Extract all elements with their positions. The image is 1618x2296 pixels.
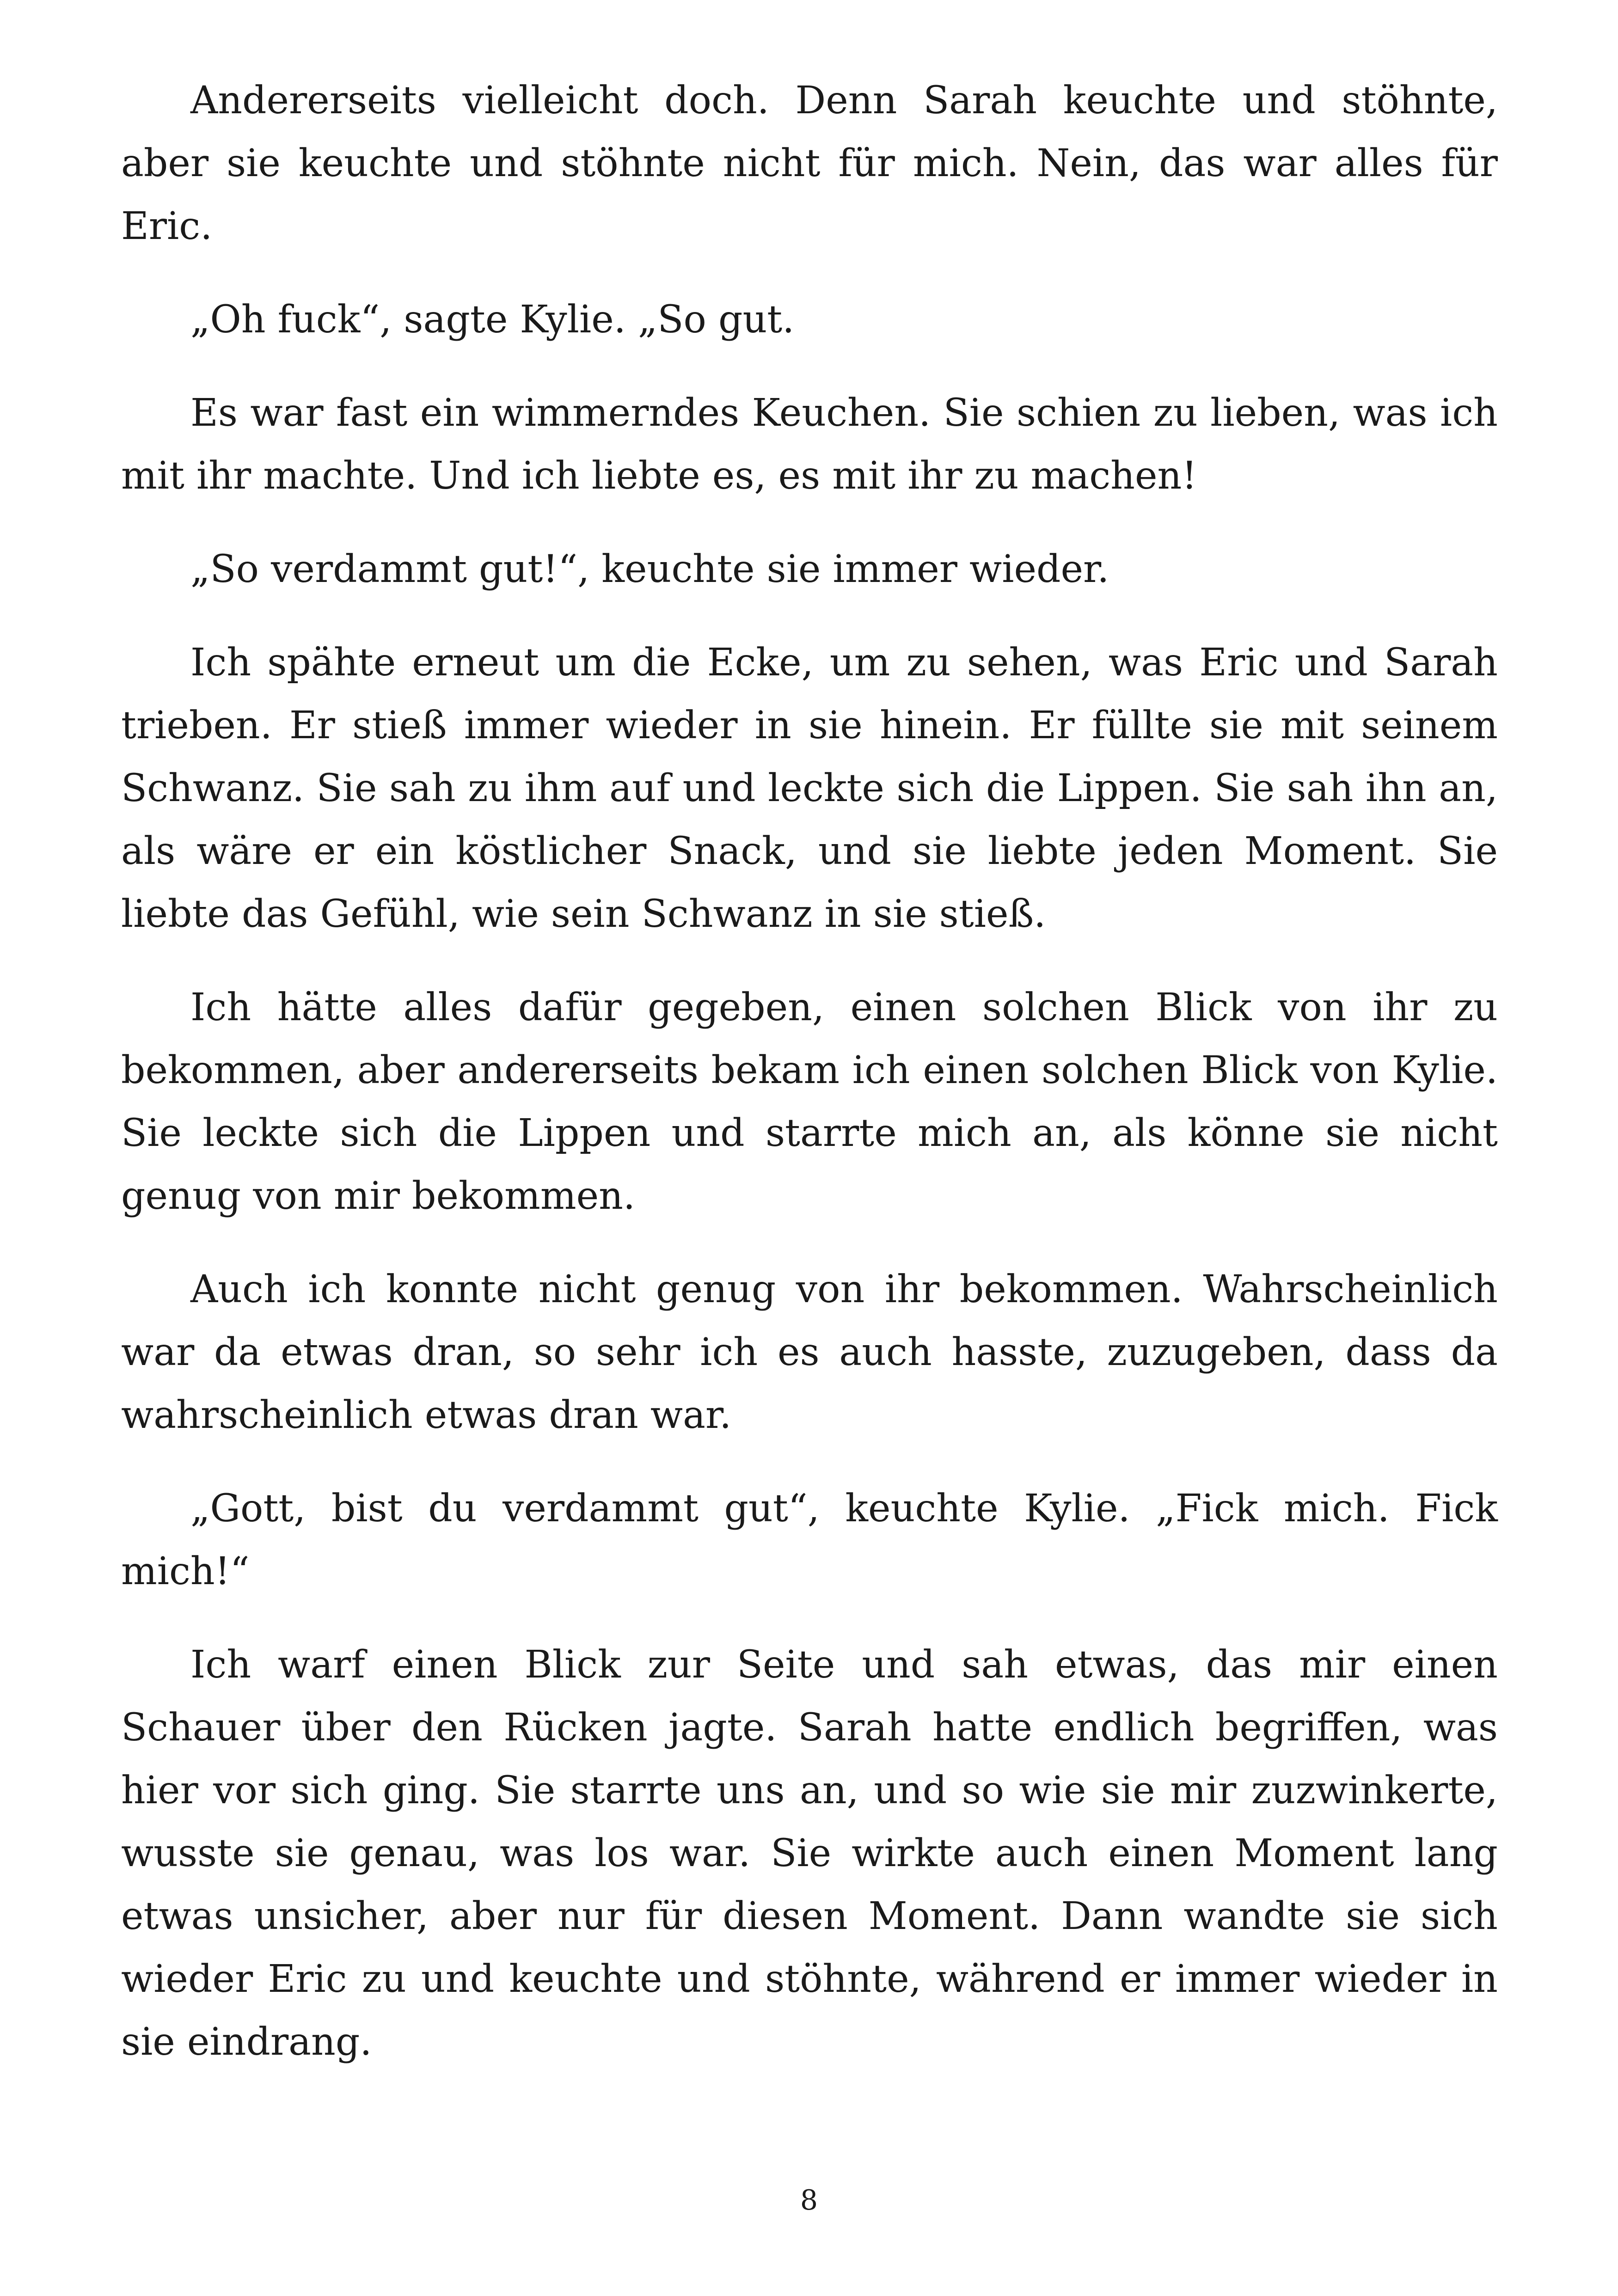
paragraph-4: „So verdammt gut!“, keuchte sie immer wieder. <box>190 547 1109 591</box>
paragraph-3: Es war fast ein wimmerndes Keuchen. Sie schien zu lieben, was ich mit ihr machte. Und ich liebte es, es mit ihr zu machen! <box>121 391 1498 498</box>
paragraph-5: Ich spähte erneut um die Ecke, um zu sehen, was Eric und Sarah trieben. Er stieß immer wieder in sie hinein. Er füllte sie mit seinem Schwanz. Sie sah zu ihm auf und leckte sich die Lippen. Sie sah ihn an, als wäre er ein köstlicher Snack, und sie liebte jeden Moment. Sie liebte das Gefühl, wie sein Schwanz in sie stieß. <box>121 641 1498 936</box>
paragraph-2: „Oh fuck“, sagte Kylie. „So gut. <box>190 298 795 342</box>
paragraph-9: Ich warf einen Blick zur Seite und sah etwas, das mir einen Schauer über den Rücken jagte. Sarah hatte endlich begriffen, was hier vor sich ging. Sie starrte uns an, und so wie sie mir zuzwinkerte, wusste sie genau, was los war. Sie wirkte auch einen Moment lang etwas unsicher, aber nur für diesen Moment. Dann wandte sie sich wieder Eric zu und keuchte und stöhnte, während er immer wieder in sie eindrang. <box>121 1643 1498 2064</box>
paragraph-1: Andererseits vielleicht doch. Denn Sarah keuchte und stöhnte, aber sie keuchte und stöhnte nicht für mich. Nein, das war alles für Eric. <box>121 79 1498 248</box>
page-number: 8 <box>800 2184 818 2216</box>
paragraph-7: Auch ich konnte nicht genug von ihr bekommen. Wahrscheinlich war da etwas dran, so sehr ich es auch hasste, zuzugeben, dass da wahrscheinlich etwas dran war. <box>121 1267 1498 1437</box>
paragraph-8: „Gott, bist du verdammt gut“, keuchte Kylie. „Fick mich. Fick mich!“ <box>121 1487 1498 1593</box>
body-text <box>121 69 1498 2104</box>
paragraph-6: Ich hätte alles dafür gegeben, einen solchen Blick von ihr zu bekommen, aber andererseits bekam ich einen solchen Blick von Kylie. Sie leckte sich die Lippen und starrte mich an, als könne sie nicht genug von mir bekommen. <box>121 986 1498 1218</box>
